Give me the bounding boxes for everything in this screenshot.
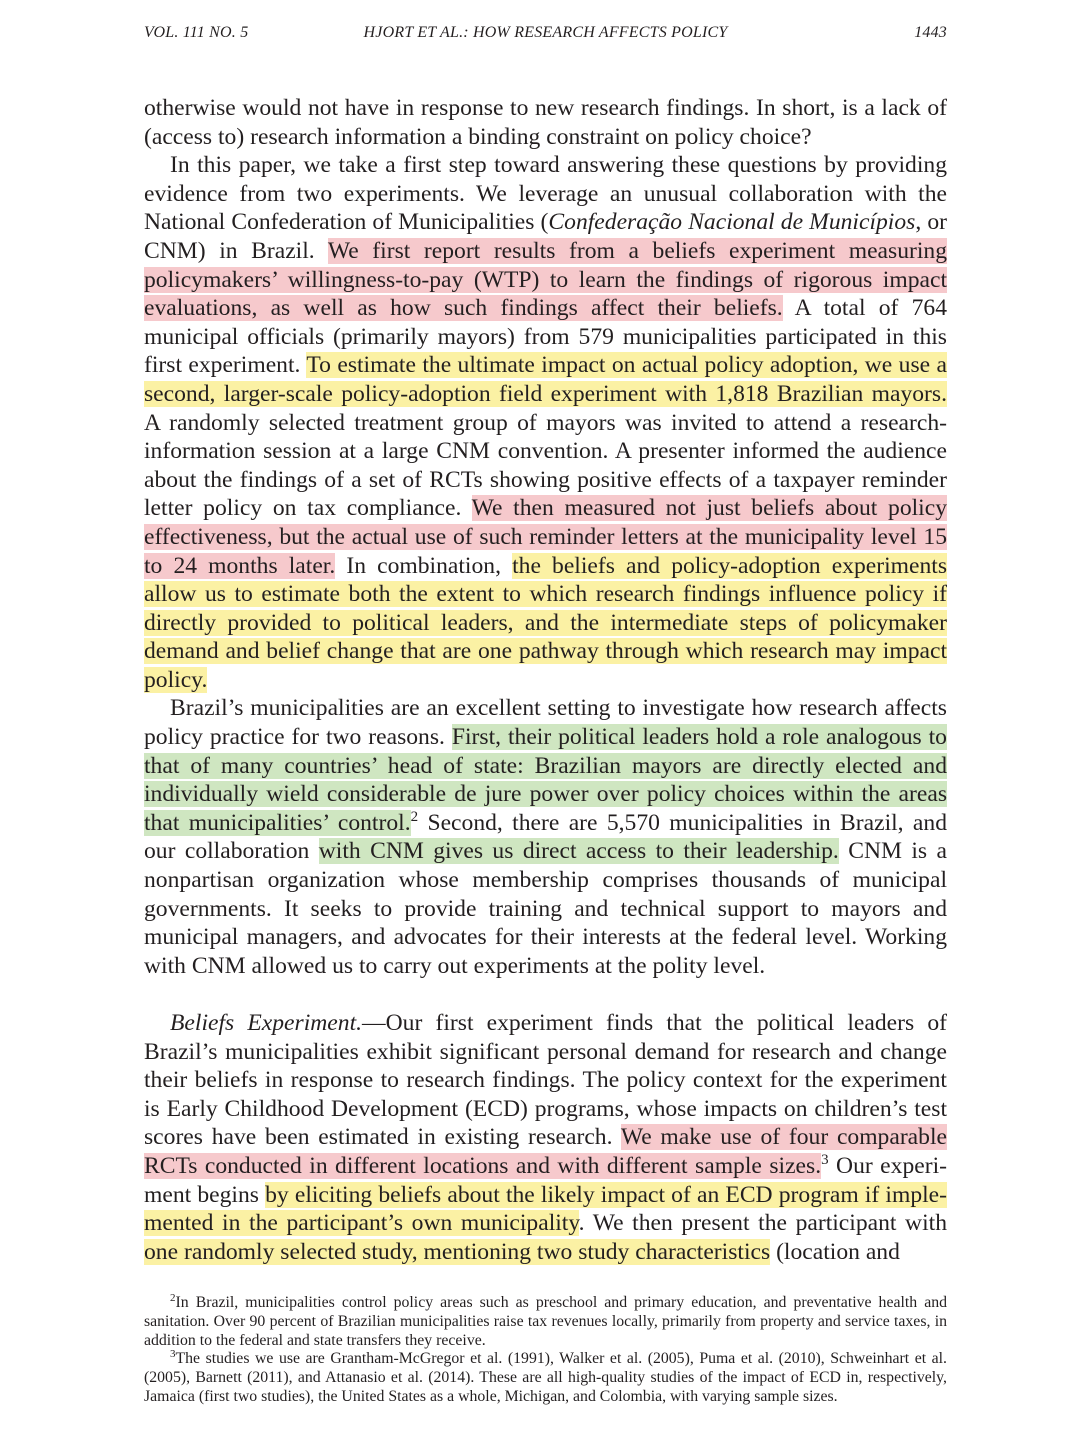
paragraph-text: (location and bbox=[770, 1238, 900, 1265]
footnote bbox=[144, 1350, 947, 1406]
highlight-pink: We make use of four comparable RCTs conducted in different locations and with different sample sizes. bbox=[144, 1124, 947, 1179]
footnote-ref[interactable]: 2 bbox=[410, 808, 419, 825]
paragraph-text: Second, there are 5,570 municipalities in Brazil, and our collaboration bbox=[144, 809, 948, 865]
paragraph-text: A total of 764 municipal officials (primarily mayors) from 579 municipalities participated in this first experiment. bbox=[144, 295, 947, 379]
paragraph-text: In combination, bbox=[335, 552, 513, 579]
highlight-pink: We first report results from a beliefs experiment measuring policymakers’ willingness-to-pay (WTP) to learn the findings of rigorous impact evaluations, as well as how such findings affect their beliefs. bbox=[144, 237, 948, 322]
paragraph-text: CNM is a nonpartisan organization whose membership comprises thousands of municipal governments. It seeks to provide training and technical support to mayors and municipal managers, and advocates for their interests at the federal level. Working with CNM allowed us to carry out experiments at the polity level. bbox=[144, 838, 947, 979]
paragraph-this-paper bbox=[144, 151, 947, 694]
body-text bbox=[144, 94, 947, 1266]
highlight-yellow: one randomly selected study, mentioning two study characteristics bbox=[144, 1238, 771, 1265]
page-number: 1443 bbox=[914, 24, 947, 41]
section-heading: Beliefs Experiment. bbox=[170, 1010, 363, 1036]
highlight-yellow: To estimate the ultimate impact on actual policy adoption, we use a second, larger-scale policy-adoption field experiment with 1,818 Brazilian mayors. bbox=[144, 352, 947, 407]
footnotes bbox=[144, 1294, 947, 1407]
highlight-pink: We then measured not just beliefs about policy effectiveness, but the actual use of such reminder letters at the municipality level 15 to 24 months later. bbox=[144, 495, 947, 579]
running-header bbox=[144, 24, 947, 46]
footnote-text: In Brazil, municipalities control policy areas such as preschool and primary education, and preventative health and sanitation. Over 90 percent of Brazilian municipalities raise tax revenues locally, primarily from property and service taxes, in addition to the federal and state transfers they receive. bbox=[144, 1294, 947, 1349]
highlight-yellow: the beliefs and policy-adoption experiments allow us to estimate both the extent to which research findings influence policy if directly provided to political leaders, and the intermediate steps of policymaker demand and belief change that are one pathway through which research may impact policy. bbox=[144, 552, 948, 693]
paragraph-text: A randomly selected treatment group of mayors was invited to attend a research-information session at a large CNM convention. A presenter informed the audience about the findings of a set of RCTs showing positive effects of a taxpayer reminder letter policy on tax compliance. bbox=[144, 409, 947, 522]
paragraph-beliefs-experiment bbox=[144, 1009, 947, 1266]
highlight-green: with CNM gives us direct access to their leadership. bbox=[318, 838, 839, 865]
running-title: HJORT ET AL.: HOW RESEARCH AFFECTS POLICY bbox=[363, 24, 728, 41]
footnote-ref[interactable]: 3 bbox=[821, 1151, 829, 1168]
paragraph-continuation bbox=[144, 94, 947, 151]
paragraph-text: otherwise would not have in response to new research findings. In short, is a lack of (access to) research information a binding constraint on policy choice? bbox=[144, 95, 947, 150]
footnote-number: 2 bbox=[170, 1292, 176, 1304]
italic-term: Confederação Nacional de Municípios bbox=[548, 209, 916, 236]
paragraph-text: In this paper, we take a first step toward answering these questions by providing evidence from two experiments. We leverage an unusual collaboration with the National Confederation of Municipalities ( bbox=[144, 152, 947, 236]
journal-page bbox=[144, 0, 947, 1444]
paragraph-text: . We then present the participant with bbox=[578, 1210, 948, 1237]
paragraph-brazil-municipalities bbox=[144, 694, 947, 980]
footnote-text: The studies we use are Grantham-McGregor et al. (1991), Walker et al. (2005), Puma et al. (2010), Schweinhart et al. (2005), Barnett (2011), and Attanasio et al. (2014). These are all high-quality studies of the impact of ECD in, respectively, Jamaica (first two studies), the United States as a whole, Michigan, and Colombia, with varying sample sizes. bbox=[144, 1350, 947, 1405]
paragraph-text: Brazil’s municipalities are an excellent setting to investigate how research affects policy practice for two reasons. bbox=[144, 695, 947, 751]
paragraph-text: —Our first experiment finds that the political leaders of Brazil’s municipalities exhibit significant personal demand for research and change their beliefs in response to research findings. The policy context for the experiment is Early Childhood Development (ECD) programs, whose impacts on children’s test scores have been estimated in existing research. bbox=[144, 1010, 947, 1151]
highlight-green: First, their political leaders hold a role analogous to that of many countries’ head of state: Brazilian mayors are directly elected and individually wield considerable de jure power over policy choices within the areas that municipalities’ control. bbox=[144, 724, 947, 836]
paragraph-text: Our experiment begins bbox=[144, 1152, 947, 1208]
paragraph-text: , or CNM) in Brazil. bbox=[144, 209, 947, 264]
volume-number: VOL. 111 NO. 5 bbox=[144, 24, 249, 41]
highlight-yellow: by eliciting beliefs about the likely impact of an ECD program if implemented in the participant’s own municipality bbox=[144, 1181, 947, 1237]
footnote-number: 3 bbox=[170, 1348, 176, 1361]
footnote bbox=[144, 1294, 947, 1350]
